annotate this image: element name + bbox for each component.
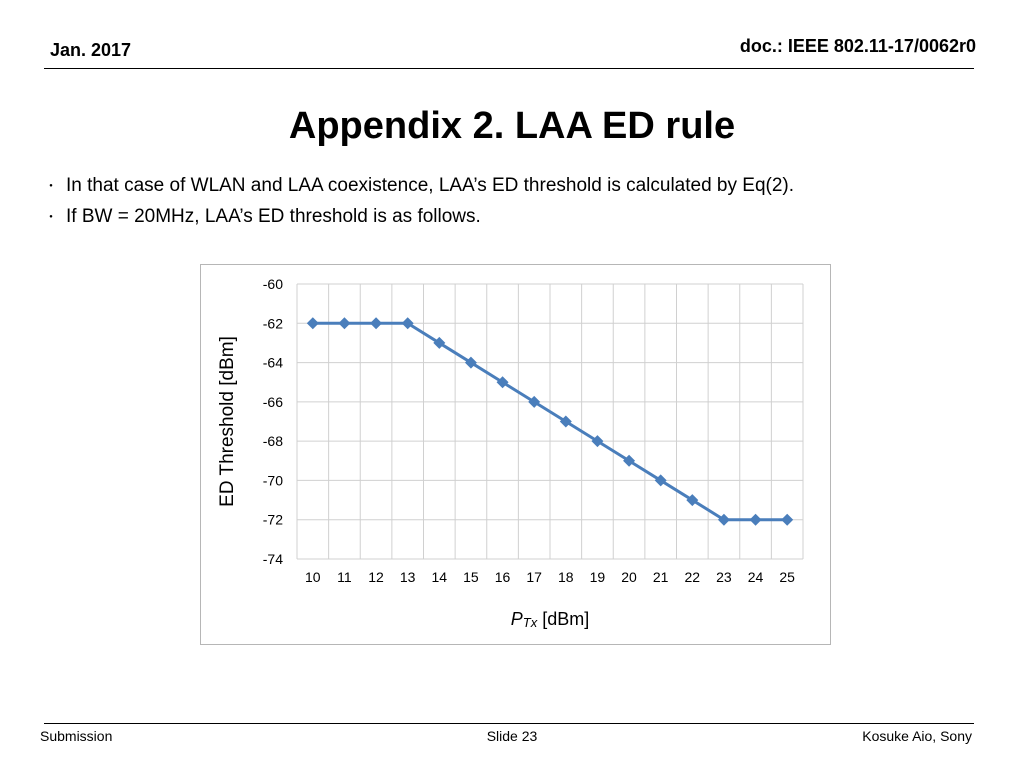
data-point <box>307 317 319 329</box>
x-tick-label: 20 <box>621 569 637 585</box>
x-tick-label: 12 <box>368 569 384 585</box>
y-tick-label: -66 <box>262 393 283 410</box>
header-doc-id: doc.: IEEE 802.11-17/0062r0 <box>739 36 976 56</box>
chart-frame <box>200 264 831 645</box>
bullet-list <box>44 175 794 237</box>
data-point <box>781 514 793 526</box>
bullet-item <box>44 206 794 237</box>
x-tick-label: 17 <box>526 569 542 585</box>
footer-slide-number: Slide 23 <box>486 728 538 744</box>
x-tick-label: 18 <box>558 569 574 585</box>
x-tick-label: 21 <box>652 569 669 585</box>
footer-submission: Submission <box>40 728 113 744</box>
header-date: Jan. 2017 <box>50 40 132 60</box>
y-tick-label: -62 <box>262 315 283 332</box>
y-tick-label: -70 <box>262 472 283 489</box>
slide-title: Appendix 2. LAA ED rule <box>288 105 736 147</box>
x-tick-label: 25 <box>779 569 795 585</box>
data-point <box>750 514 762 526</box>
y-tick-label: -60 <box>262 276 283 292</box>
x-tick-label: 24 <box>747 569 764 585</box>
ed-threshold-chart <box>201 265 830 644</box>
bullet-mark: ・ <box>44 178 58 194</box>
x-tick-label: 19 <box>589 569 606 585</box>
y-tick-label: -64 <box>262 354 283 371</box>
data-point <box>338 317 350 329</box>
bullet-item <box>44 175 794 206</box>
bullet-mark: ・ <box>44 209 58 225</box>
x-tick-label: 15 <box>463 569 479 585</box>
x-tick-label: 23 <box>716 569 732 585</box>
footer-author: Kosuke Aio, Sony <box>862 728 972 744</box>
header-rule <box>44 68 974 69</box>
data-point <box>370 317 382 329</box>
x-axis-label: PTx [dBm] <box>510 609 590 630</box>
y-tick-label: -68 <box>262 433 283 450</box>
x-tick-label: 22 <box>684 569 701 585</box>
x-tick-label: 13 <box>399 569 416 585</box>
footer-rule <box>44 723 974 724</box>
y-axis-label: ED Threshold [dBm] <box>217 336 238 507</box>
y-tick-label: -72 <box>262 511 283 528</box>
x-tick-label: 16 <box>494 569 511 585</box>
bullet-text: If BW = 20MHz, LAA’s ED threshold is as follows. <box>66 206 481 227</box>
y-tick-label: -74 <box>262 551 283 567</box>
x-tick-label: 14 <box>431 569 448 585</box>
x-tick-label: 11 <box>337 569 352 585</box>
x-tick-label: 10 <box>305 569 321 585</box>
bullet-text: In that case of WLAN and LAA coexistence, LAA’s ED threshold is calculated by Eq(2). <box>66 175 795 196</box>
